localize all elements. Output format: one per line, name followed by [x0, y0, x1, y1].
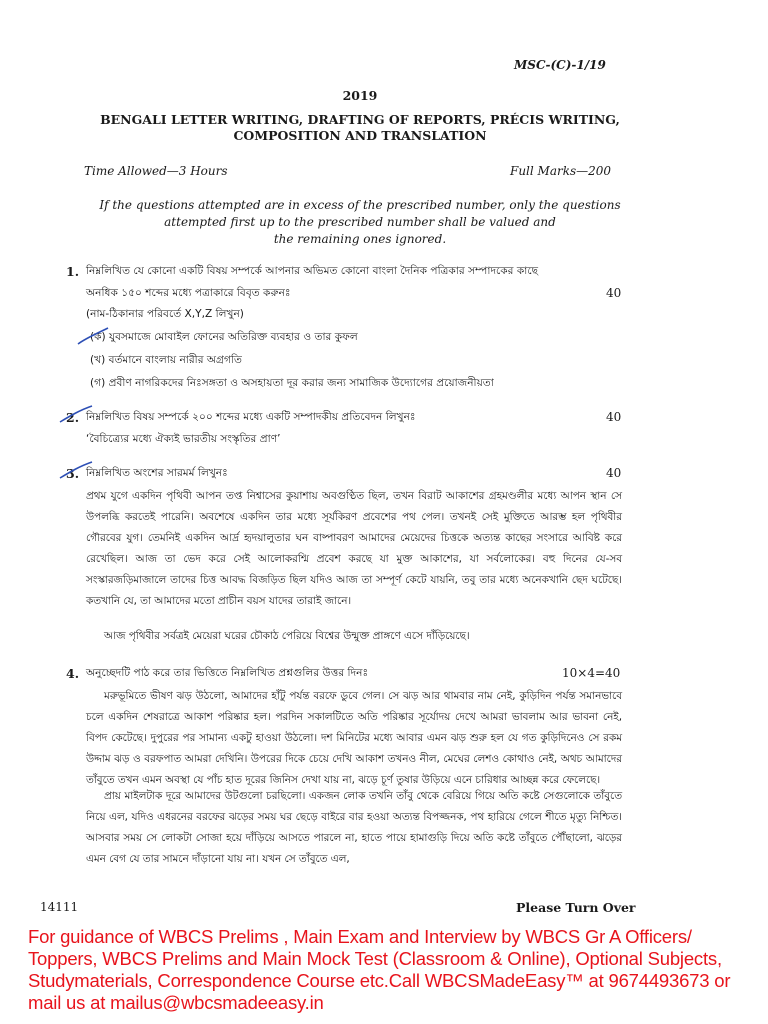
handwritten-tick-mark — [58, 404, 94, 426]
handwritten-tick-mark — [76, 326, 110, 348]
instruction-line1: If the questions attempted are in excess of the prescribed number, only the questions — [99, 198, 621, 212]
q2-marks: 40 — [606, 410, 622, 424]
instructions — [60, 197, 660, 248]
handwritten-tick-mark — [58, 460, 94, 482]
please-turn-over: Please Turn Over — [516, 900, 636, 915]
paper-title-line2: COMPOSITION AND TRANSLATION — [233, 128, 487, 143]
time-allowed: Time Allowed—3 Hours — [84, 164, 228, 178]
q2-line1: নিম্নলিখিত বিষয় সম্পর্কে ২০০ শব্দের মধ্যে একটি সম্পাদকীয় প্রতিবেদন লিখুনঃ — [86, 411, 416, 423]
q1-line2: অনধিক ১৫০ শব্দের মধ্যে পত্রাকারে বিবৃত করুনঃ — [86, 287, 291, 299]
q3-marks: 40 — [606, 466, 622, 480]
full-marks: Full Marks—200 — [510, 164, 612, 178]
q4-marks: 10×4=40 — [562, 666, 621, 680]
paper-code: MSC-(C)-1/19 — [514, 58, 606, 72]
q1-option-ga: (গ) প্রবীণ নাগরিকদের নিঃসঙ্গতা ও অসহায়তা দূর করার জন্য সামাজিক উদ্যোগের প্রয়োজনীয়তা — [90, 377, 494, 389]
q4-line1: অনুচ্ছেদটি পাঠ করে তার ভিত্তিতে নিম্নলিখিত প্রশ্নগুলির উত্তর দিনঃ — [86, 667, 369, 679]
q2-topic: ‘বৈচিত্র্যের মধ্যে ঐক্যই ভারতীয় সংস্কৃতির প্রাণ’ — [86, 433, 281, 445]
q1-option-ka: (ক) যুবসমাজে মোবাইল ফোনের অতিরিক্ত ব্যবহার ও তার কুফল — [90, 331, 358, 343]
q3-line1: নিম্নলিখিত অংশের সারমর্ম লিখুনঃ — [86, 467, 228, 479]
instruction-line3: the remaining ones ignored. — [273, 232, 447, 246]
q1-option-kha: (খ) বর্তমানে বাংলায় নারীর অগ্রগতি — [90, 354, 242, 366]
q1-note: (নাম-ঠিকানার পরিবর্তে X,Y,Z লিখুন) — [86, 308, 244, 320]
q2-number: 2. — [66, 410, 80, 425]
q4-passage-para1: মরুভূমিতে ভীষণ ঝড় উঠলো, আমাদের হাঁটু পর্যন্ত বরফে ডুবে গেল। সে ঝড় আর থামবার নাম নেই, কুড়িদিন পর্যন্ত সমানভাবে চলে একদিন শেষরাত্রে আকাশ পরিষ্কার হল। পরদিন সকালটিতে অতি পরিষ্কার সূর্যোদয় দেখে আমরা ভাবলাম আর ভাবনা নেই, বিপদ কেটেছে। দুপুরের পর সামান্য একটু হাওয়া উঠলো। দশ মিনিটের মধ্যে আবার এমন ঝড় শুরু হল যে গত কুড়িদিনেও সে রকম উদ্দাম ঝড় ও বরফপাত আমরা দেখিনি। উপরের দিকে চেয়ে দেখি আকাশ তখনও নীল, মেঘের লেশও কোথাও নেই, অথচ আমাদের তাঁবুতে তখন এমন অবস্থা যে পাঁচ হাত দূরের জিনিস দেখা যায় না, ঝড়ে চূর্ণ তুষার উড়িয়ে এনে চারিধার আচ্ছন্ন করে ফেলেছে। — [86, 690, 622, 786]
q1-marks: 40 — [606, 286, 622, 300]
q1-number: 1. — [66, 264, 80, 279]
q4-passage-para2: প্রায় মাইলটাক দূরে আমাদের উটগুলো চরছিলো। একজন লোক তখনি তাঁবু থেকে বেরিয়ে গিয়ে অতি কষ্টে সেগুলোকে তাঁবুতে নিয়ে এল, যদিও এধরনের বরফের ঝড়ের সময় ঘর ছেড়ে বাইরে বার হওয়া অত্যন্ত বিপজ্জনক, পথ হারিয়ে গেলে শীতে মৃত্যু নিশ্চিত। আসবার সময় সে লোকটা সোজা হয়ে দাঁড়িয়ে আসতে পারলে না, হাতে পায়ে হামাগুড়ি দিয়ে অতি কষ্টে তাঁবুতে পৌঁছালো, ঝড়ের এমন বেগ যে তার সামনে দাঁড়ানো যায় না। যখন সে তাঁবুতে এল, — [86, 790, 622, 865]
page-code: 14111 — [40, 900, 79, 914]
paper-year: 2019 — [342, 88, 378, 103]
q4-number: 4. — [66, 666, 80, 681]
q3-passage-para2: আজ পৃথিবীর সর্বত্রই মেয়েরা ঘরের চৌকাঠ পেরিয়ে বিশ্বের উন্মুক্ত প্রাঙ্গণে এসে দাঁড়িয়েছে। — [104, 630, 470, 642]
paper-title-line1: BENGALI LETTER WRITING, DRAFTING OF REPORTS, PRÉCIS WRITING, — [100, 112, 620, 127]
q3-passage-para1: প্রথম যুগে একদিন পৃথিবী আপন তপ্ত নিশ্বাসের কুয়াশায় অবগুণ্ঠিত ছিল, তখন বিরাট আকাশের গ্রহমণ্ডলীর মধ্যে আপন স্থান সে উপলব্ধি করতেই পারেনি। অবশেষে একদিন তার মধ্যে সূর্যকিরণ প্রবেশের পথ পেল। তখনই সেই মুক্তিতে আরম্ভ হল পৃথিবীর গৌরবের যুগ। তেমনিই একদিন আর্দ্র হৃদয়ালুতার ঘন বাষ্পাবরণ আমাদের মেয়েদের চিত্তকে অত্যন্ত কাছের সংসারে আবিষ্ট করে রেখেছিল। আজ তা ভেদ করে সেই আলোকরশ্মি প্রবেশ করছে যা মুক্ত আকাশের, যা সর্বলোকের। বহু দিনের যে-সব সংস্কারজড়িমাজালে তাদের চিত্ত আবদ্ধ বিজড়িত ছিল যদিও আজ তা সম্পূর্ণ কেটে যায়নি, তবু তার মধ্যে অনেকখানি ছেদ ঘটেছে। কতখানি যে, তা আমাদের মতো প্রাচীন বয়স যাদের তারাই জানে। — [86, 490, 622, 607]
q3-number: 3. — [66, 466, 80, 481]
promo-banner-text: For guidance of WBCS Prelims , Main Exam and Interview by WBCS Gr A Officers/ Toppers, WBCS Prelims and Main Mock Test (Classroom & Online), Optional Subjects, Studymaterials, Correspondence Course etc.Call WBCSMadeEasy™ at 9674493673 or mail us at mailus@wbcsmadeeasy.in — [28, 926, 731, 1013]
instruction-line2: attempted first up to the prescribed number shall be valued and — [164, 215, 556, 229]
q1-line1: নিম্নলিখিত যে কোনো একটি বিষয় সম্পর্কে আপনার অভিমত কোনো বাংলা দৈনিক পত্রিকার সম্পাদকের কাছে — [86, 265, 539, 277]
paper-title — [40, 112, 680, 144]
